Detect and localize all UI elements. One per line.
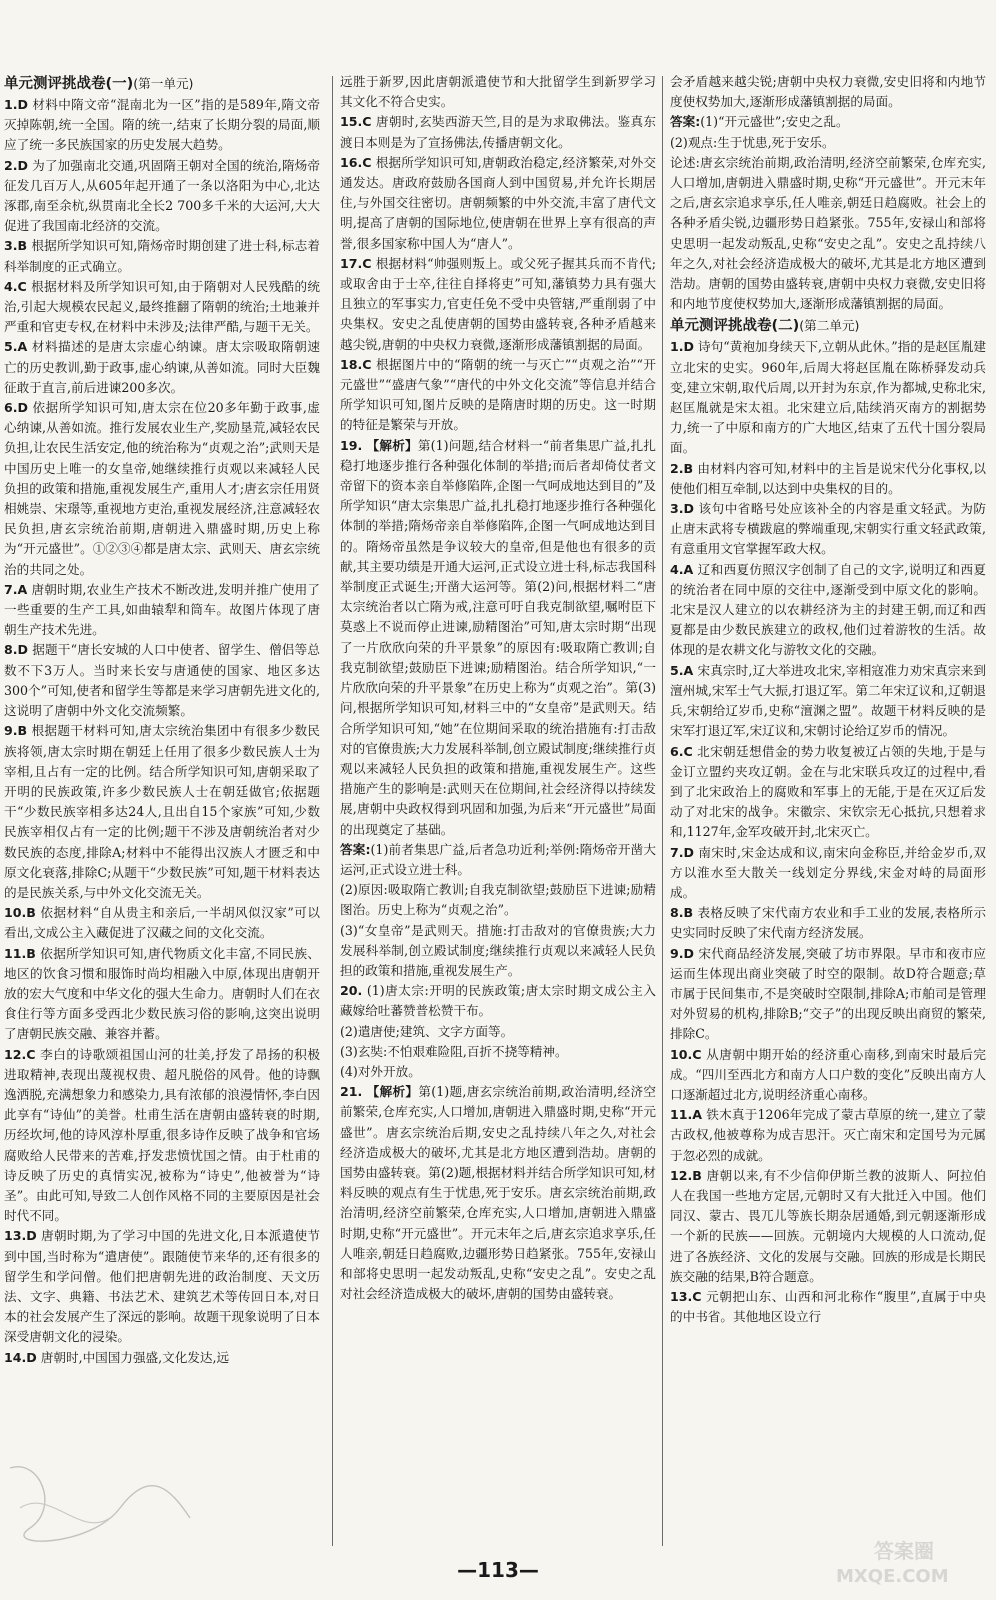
- answer-item: [670, 1287, 986, 1327]
- answer-text: 宋真宗时,辽大举进攻北宋,宰相寇准力劝宋真宗来到澶州城,宋军士气大振,打退辽军。第二年宋辽议和,辽朝退兵,宋朝给辽岁币,史称“澶渊之盟”。故题干材料反映的是宋军打退辽军,宋辽议和,宋朝讨论给辽岁币的情况。: [670, 662, 986, 739]
- answer-item: [4, 1045, 320, 1227]
- answer-item: [670, 661, 986, 742]
- answer-item: [670, 499, 986, 560]
- answer-number: 9.B: [4, 723, 28, 739]
- answer-text: 表格反映了宋代南方农业和手工业的发展,表格所示史实同时反映了宋代南方经济发展。: [670, 905, 986, 941]
- answer-text: 李白的诗歌颂祖国山河的壮美,抒发了昂扬的积极进取精神,表现出蔑视权贵、超凡脱俗的风骨。他的诗飘逸洒脱,充满想象力和感染力,具有浓郁的浪漫情怀,李白因此享有“诗仙”的美誉。杜甫生活在唐朝由盛转衰的时期,历经坎坷,他的诗风淳朴厚重,很多诗作反映了战争和官场腐败给人民带来的苦难,抒发悲愤忧国之情。由于杜甫的诗反映了历史的真情实况,被称为“诗史”,他被誉为“诗圣”。由此可知,导致二人创作风格不同的主要原因是社会时代不同。: [4, 1046, 320, 1224]
- answer-text: 铁木真于1206年完成了蒙古草原的统一,建立了蒙古政权,他被尊称为成吉思汗。灭亡南宋和定国号为元属于忽必烈的成就。: [670, 1107, 986, 1163]
- site-watermark-logo: [814, 1534, 984, 1590]
- answer-number: 15.C: [340, 114, 372, 130]
- answer-text: 辽和西夏仿照汉字创制了自己的文字,说明辽和西夏的统治者在同中原的交往中,逐渐受到中原文化的影响。北宋是汉人建立的以农耕经济为主的封建王朝,而辽和西夏都是由少数民族建立的政权,他们过着游牧的生活。故体现的是农耕文化与游牧文化的交融。: [670, 561, 986, 658]
- answer-item: [670, 112, 986, 132]
- answer-item: [340, 112, 656, 152]
- answer-text: 会矛盾越来越尖锐;唐朝中央权力衰微,安史旧将和内地节度使权势加大,逐渐形成藩镇割据的局面。: [670, 74, 986, 110]
- answer-number: 13.C: [670, 1288, 702, 1304]
- answer-number: 12.C: [4, 1046, 36, 1062]
- answer-text: 根据所学知识可知,唐朝政治稳定,经济繁荣,对外交通发达。唐政府鼓励各国商人到中国贸易,并允许长期居住,与外国交往密切。唐朝频繁的中外交流,丰富了唐代文明,提高了唐朝的国际地位,使唐朝在世界上享有很高的声誉,很多国家称中国人为“唐人”。: [340, 154, 656, 251]
- answer-text: 根据图片中的“隋朝的统一与灭亡”“贞观之治”“开元盛世”“盛唐气象”“唐代的中外文化交流”等信息并结合所学知识可知,图片反映的是隋唐时期的历史。这一时期的特征是繁荣与开放。: [340, 356, 656, 433]
- answer-number: 4.C: [4, 278, 27, 294]
- answer-number: 13.D: [4, 1228, 37, 1244]
- answer-text: 由材料内容可知,材料中的主旨是说宋代分化事权,以使他们相互牵制,以达到中央集权的目的。: [670, 460, 986, 496]
- answer-number: 8.B: [670, 905, 694, 921]
- answer-item: [670, 903, 986, 943]
- answer-item: [340, 1082, 656, 1304]
- answer-item: [340, 880, 656, 920]
- answer-text: 该句中省略号处应该补全的内容是重文轻武。为防止唐末武将专横跋扈的弊端重现,宋朝实行重文轻武政策,有意重用文官掌握军政大权。: [670, 501, 986, 557]
- answer-number: 12.B: [670, 1167, 702, 1183]
- answer-text: 唐朝时,中国国力强盛,文化发达,远: [40, 1349, 230, 1365]
- answer-number: 6.D: [4, 400, 29, 416]
- answer-number: 3.D: [670, 501, 695, 517]
- answer-item: [670, 72, 986, 112]
- answer-text: 唐朝时,玄奘西游天竺,目的是为求取佛法。鉴真东渡日本则是为了宣扬佛法,传播唐朝文化。: [340, 114, 656, 150]
- answer-number: 9.D: [670, 945, 695, 961]
- answer-item: [4, 156, 320, 237]
- answer-number: 3.B: [4, 238, 28, 254]
- answer-text: (3)“女皇帝”是武则天。措施:打击敌对的官僚贵族;大力发展科举制,创立殿试制度;继续推行贞观以来减轻人民负担的政策和措施,重视发展生产。: [340, 922, 656, 978]
- answer-number: 14.D: [4, 1349, 37, 1365]
- answer-number: 6.C: [670, 743, 693, 759]
- answer-item: [670, 337, 986, 458]
- answer-item: [4, 1226, 320, 1347]
- unit-2-title: 单元测评挑战卷(二): [670, 318, 800, 335]
- answer-item: [4, 944, 320, 1045]
- answer-number: 1.D: [670, 339, 695, 355]
- answer-item: [340, 840, 656, 880]
- answer-item: [340, 153, 656, 254]
- answer-text: (4)对外开放。: [340, 1063, 421, 1079]
- answer-tag: 答案:: [340, 841, 371, 857]
- answer-text: 材料中隋文帝“混南北为一区”指的是589年,隋文帝灭掉陈朝,统一全国。隋的统一,结束了长期分裂的局面,顺应了统一多民族国家的历史发展大趋势。: [4, 97, 320, 153]
- answer-item: [4, 580, 320, 641]
- answer-text: 第(1)问题,结合材料一“前者集思广益,扎扎稳打地逐步推行各种强化体制的举措;而后者却倚仗者文帝留下的资本亲自举修陷阵,企图一气呵成地达到目的”及所学知识“唐太宗集思广益,扎扎稳打地逐步推行各种强化体制的举措;隋炀帝亲自举修陷阵,企图一气呵成地达到目的。隋炀帝虽然是争议较大的皇帝,但是他也有很多的贡献,其主要功绩是开通大运河,正式设立进士科,标志我国科举制度正式诞生;开凿大运河等。第(2)问,根据材料二“唐太宗统治者以亡隋为戒,注意可吁自我克制欲望,嘱咐臣下莫惑上不说而停止进谏,励精图治”可知,唐太宗时期“出现了一片欣欣向荣的升平景象”的原因有:吸取隋亡教训;自我克制欲望;鼓励臣下进谏;励精图治。结合所学知识,“一片欣欣向荣的升平景象”在历史上称为“贞观之治”。第(3)问,根据所学知识可知,材料三中的“女皇帝”是武则天。结合所学知识可知,“她”在位期间采取的统治措施有:打击敌对的官僚贵族;大力发展科举制,创立殿试制度;继续推行贞观以来减轻人民负担的政策和措施,重视发展生产。这些措施产生的影响是:武则天在位期间,社会经济得以持续发展,唐朝中央政权得到巩固和加强,为后来“开元盛世”局面的出现奠定了基础。: [340, 437, 656, 837]
- answer-text: 材料描述的是唐太宗虚心纳谏。唐太宗吸取隋朝速亡的历史教训,勤于政事,虚心纳谏,从善如流。同时大臣魏征敢于直言,前后进谏200多次。: [4, 339, 320, 395]
- answer-item: [4, 337, 320, 398]
- answer-number: 5.A: [4, 339, 28, 355]
- answer-text: 南宋时,宋金达成和议,南宋向金称臣,并给金岁币,双方以淮水至大散关一线划定分界线,宋金对峙的局面形成。: [670, 844, 986, 900]
- answer-number: 2.B: [670, 460, 694, 476]
- answer-number: 7.A: [4, 581, 28, 597]
- answer-text: 根据所学知识可知,隋炀帝时期创建了进士科,标志着科举制度的正式确立。: [4, 238, 320, 274]
- answer-number: 2.D: [4, 157, 29, 173]
- answer-text: 宋代商品经济发展,突破了坊市界限。早市和夜市应运而生体现出商业突破了时空的限制。故D符合题意;草市属于民间集市,不是突破时空限制,排除A;市舶司是管理对外贸易的机构,排除B;“交子”的出现反映出商贸的繁荣,排除C。: [670, 945, 986, 1042]
- answer-text: 从唐朝中期开始的经济重心南移,到南宋时最后完成。“四川至西北方和南方人口户数的变化”反映出南方人口逐渐超过北方,说明经济重心南移。: [670, 1046, 986, 1102]
- watermark-line-2: MXQE.COM: [836, 1566, 949, 1587]
- answer-number: 18.C: [340, 356, 372, 372]
- answer-number: 1.D: [4, 97, 29, 112]
- answer-text: 唐朝时期,为了学习中国的先进文化,日本派遣使节到中国,当时称为“遣唐使”。跟随使节来华的,还有很多的留学生和学问僧。他们把唐朝先进的政治制度、天文历法、文字、典籍、书法艺术、建筑艺术等传回日本,对日本的社会发展产生了深远的影响。故题干现象说明了日本深受唐朝文化的浸染。: [4, 1228, 320, 1345]
- answer-text: 北宋朝廷想借金的势力收复被辽占领的失地,于是与金订立盟约夹攻辽朝。金在与北宋联兵攻辽的过程中,看到了北宋政治上的腐败和军事上的无能,于是在灭辽后发动了对北宋的战争。宋徽宗、宋钦宗无心抵抗,只想着求和,1127年,金军攻破开封,北宋灭亡。: [670, 743, 986, 840]
- column-left: [4, 72, 320, 1550]
- answer-item: [670, 1166, 986, 1287]
- unit-1-heading: [4, 74, 320, 94]
- answer-number: 11.A: [670, 1107, 703, 1123]
- answer-text: 依据所学知识可知,唐代物质文化丰富,不同民族、地区的饮食习惯和服饰时尚均相融入中原,体现出唐朝开放的宏大气度和中华文化的强大生命力。唐朝时人们在衣食住行等方面多受西北少数民族习俗的影响,这突出说明了唐朝民族交融、兼容并蓄。: [4, 945, 320, 1042]
- answer-item: [670, 944, 986, 1045]
- answer-item: [4, 277, 320, 338]
- answer-item: [4, 640, 320, 721]
- answer-tag: 【解析】: [366, 1084, 419, 1100]
- answer-text: 元朝把山东、山西和河北称作“腹里”,直属于中央的中书省。其他地区设立行: [670, 1288, 986, 1325]
- answer-number: 20.: [340, 983, 363, 999]
- answer-text: (1)唐太宗:开明的民族政策;唐太宗时期文成公主入藏嫁给吐蕃赞普松赞干布。: [340, 983, 656, 1019]
- answer-text: 根据材料及所学知识可知,由于隋朝对人民残酷的统治,引起大规模农民起义,最终推翻了隋朝的统治;土地兼并严重和官吏专权,在材料中未涉及;法律严酷,与题干无关。: [4, 278, 320, 335]
- answer-number: 11.B: [4, 945, 36, 961]
- answer-text: 根据材料“帅强则叛上。或父死子握其兵而不肯代;或取舍由于士卒,往往自择将吏”可知,藩镇势力具有强大且独立的军事实力,官吏任免不受中央管辖,严重削弱了中央集权。安史之乱使唐朝的国势由盛转衰,各种矛盾越来越尖锐,唐朝的中央权力衰微,逐渐形成藩镇割据的局面。: [340, 255, 656, 352]
- answer-item: [670, 459, 986, 499]
- unit-1-title: 单元测评挑战卷(一): [4, 76, 134, 92]
- answer-item: [670, 1105, 986, 1166]
- answer-number: 10.B: [4, 905, 36, 921]
- answer-item: [340, 981, 656, 1021]
- answer-tag: 答案:: [670, 114, 701, 130]
- answer-text: 依据材料“自从贵主和亲后,一半胡风似汉家”可以看出,文成公主入藏促进了汉藏之间的文化交流。: [4, 905, 320, 941]
- answer-number: 10.C: [670, 1046, 702, 1062]
- answer-text: 根据题干材料可知,唐太宗统治集团中有很多少数民族将领,唐太宗时期在朝廷上任用了很多少数民族人士为宰相,且占有一定的比例。结合所学知识可知,唐朝采取了开明的民族政策,许多少数民族人士在朝廷做官;依据题干“少数民族宰相多达24人,且出自15个家族”可知,少数民族宰相仅占有一定的比例;题干不涉及唐朝统治者对少数民族的态度,排除A;材料中不能得出汉族人才匮乏和中原文化衰落,排除C;从题干“少数民族”可知,题干材料表达的是民族关系,与中外文化交流无关。: [4, 723, 320, 900]
- answer-item: [340, 1042, 656, 1062]
- watermark-line-1: 答案圈: [874, 1539, 934, 1563]
- column-divider-1: [332, 76, 333, 1546]
- answer-item: [670, 742, 986, 843]
- answer-number: 7.D: [670, 844, 695, 860]
- answer-text: (1)“开元盛世”;安史之乱。: [700, 114, 849, 130]
- pencil-scribble-icon: [0, 1448, 200, 1558]
- answer-item: [670, 1045, 986, 1106]
- unit-2-subtitle: (第二单元): [799, 318, 860, 334]
- column-divider-2: [662, 76, 663, 1546]
- answer-text: 依据所学知识可知,唐太宗在位20多年勤于政事,虚心纳谏,从善如流。推行发展农业生产,奖励垦荒,减轻农民负担,让农民生活安定,他的统治称为“贞观之治”;武则天是中国历史上唯一的女皇帝,她继续推行贞观以来减轻人民负担的政策和措施,重视发展生产,重用人才;唐玄宗任用贤相姚崇、宋璟等,重视地方吏治,重视发展经济,注意减轻农民负担,唐玄宗统治前期,唐朝进入鼎盛时期,历史上称为“开元盛世”。①②③④都是唐太宗、武则天、唐玄宗统治的共同之处。: [4, 400, 320, 577]
- answer-text: 唐朝时期,农业生产技术不断改进,发明并推广使用了一些重要的生产工具,如曲辕犁和筒车。故图片体现了唐朝生产技术先进。: [4, 581, 320, 638]
- answer-item: [340, 355, 656, 436]
- answer-number: 4.A: [670, 561, 694, 577]
- answer-item: [4, 1348, 320, 1368]
- answer-text: 远胜于新罗,因此唐朝派遣使节和大批留学生到新罗学习其文化不符合史实。: [340, 74, 656, 110]
- answer-item: [340, 254, 656, 355]
- answer-item: [670, 133, 986, 153]
- answer-number: 5.A: [670, 662, 694, 678]
- answer-text: 据题干“唐长安城的人口中使者、留学生、僧侣等总数不下3万人。当时来长安与唐通使的国家、地区多达300个”可知,使者和留学生等都是来学习唐朝先进文化的,这说明了唐朝中外文化交流频繁。: [4, 642, 320, 719]
- answer-text: (2)遣唐使;建筑、文字方面等。: [340, 1023, 514, 1039]
- answer-tag: 【解析】: [366, 437, 418, 453]
- answer-item: [670, 560, 986, 661]
- answer-item: [340, 921, 656, 982]
- answer-text: 为了加强南北交通,巩固隋王朝对全国的统治,隋炀帝征发几百万人,从605年起开通了一条以洛阳为中心,北达涿郡,南至余杭,纵贯南北全长2 700多千米的大运河,大大促进了我国南北经济的交流。: [4, 157, 320, 234]
- answer-text: 诗句“黄袍加身续天下,立朝从此休。”指的是赵匡胤建立北宋的史实。960年,后周大将赵匡胤在陈桥驿发动兵变,建立宋朝,取代后周,以开封为东京,作为都城,史称北宋,赵匡胤就是宋太祖。北宋建立后,陆续消灭南方的割据势力,统一了中原和南方的广大地区,结束了五代十国分裂局面。: [670, 339, 986, 456]
- answer-text: (2)观点:生于忧患,死于安乐。: [670, 134, 835, 150]
- answer-item: [670, 843, 986, 904]
- answer-item: [4, 721, 320, 903]
- answer-item: [340, 1062, 656, 1082]
- answer-item: [340, 72, 656, 112]
- page-number: —113—: [457, 1558, 539, 1582]
- answer-item: [4, 398, 320, 580]
- answer-number: 8.D: [4, 642, 29, 658]
- answer-item: [670, 153, 986, 315]
- column-right: [670, 72, 986, 1550]
- column-middle: [340, 72, 656, 1550]
- answer-text: 第(1)题,唐玄宗统治前期,政治清明,经济空前繁荣,仓库充实,人口增加,唐朝进入鼎盛时期,史称“开元盛世”。唐玄宗统治后期,安史之乱持续八年之久,对社会经济造成极大的破坏,尤其是北方地区遭到浩劫。唐朝的国势由盛转衰。第(2)题,根据材料并结合所学知识可知,材料反映的观点有生于忧患,死于安乐。唐玄宗统治前期,政治清明,经济空前繁荣,仓库充实,人口增加,唐朝进入鼎盛时期,史称“开元盛世”。开元末年之后,唐玄宗追求享乐,任人唯亲,朝廷日趋腐败,边疆形势日趋紧张。755年,安禄山和部将史思明一起发动叛乱,史称“安史之乱”。安史之乱对社会经济造成极大的破坏,唐朝的国势由盛转衰。: [340, 1084, 656, 1302]
- answer-item: [4, 95, 320, 156]
- answer-number: 21.: [340, 1084, 363, 1100]
- answer-item: [340, 1022, 656, 1042]
- answer-number: 19.: [340, 437, 363, 453]
- answer-text: 论述:唐玄宗统治前期,政治清明,经济空前繁荣,仓库充实,人口增加,唐朝进入鼎盛时期,史称“开元盛世”。开元末年之后,唐玄宗追求享乐,任人唯亲,朝廷日趋腐败。社会上的各种矛盾尖锐,边疆形势日趋紧张。755年,安禄山和部将史思明一起发动叛乱,史称“安史之乱”。安史之乱持续八年之久,对社会经济造成极大的破坏,尤其是北方地区遭到浩劫。唐朝的国势由盛转衰,唐朝中央权力衰微,安史旧将和内地节度使权势加大,逐渐形成藩镇割据的局面。: [670, 154, 986, 312]
- answer-text: (2)原因:吸取隋亡教训;自我克制欲望;鼓励臣下进谏;励精图治。历史上称为“贞观之治”。: [340, 882, 656, 918]
- unit-2-heading: [670, 316, 986, 336]
- answer-item: [4, 236, 320, 276]
- unit-1-subtitle: (第一单元): [133, 76, 194, 91]
- answer-number: 17.C: [340, 255, 372, 271]
- answer-number: 16.C: [340, 154, 372, 170]
- answer-item: [340, 436, 656, 840]
- answer-item: [4, 903, 320, 943]
- answer-text: 唐朝以来,有不少信仰伊斯兰教的波斯人、阿拉伯人在我国一些地方定居,元朝时又有大批迁入中国。他们同汉、蒙古、畏兀儿等族长期杂居通婚,到元朝逐渐形成一个新的民族——回族。元朝境内大规模的人口流动,促进了各族经济、文化的发展与交融。回族的形成是长期民族交融的结果,B符合题意。: [670, 1167, 986, 1284]
- answer-text: (3)玄奘:不怕艰难险阻,百折不挠等精神。: [340, 1043, 568, 1059]
- answer-text: (1)前者集思广益,后者急功近利;举例:隋炀帝开凿大运河,正式设立进士科。: [340, 841, 656, 877]
